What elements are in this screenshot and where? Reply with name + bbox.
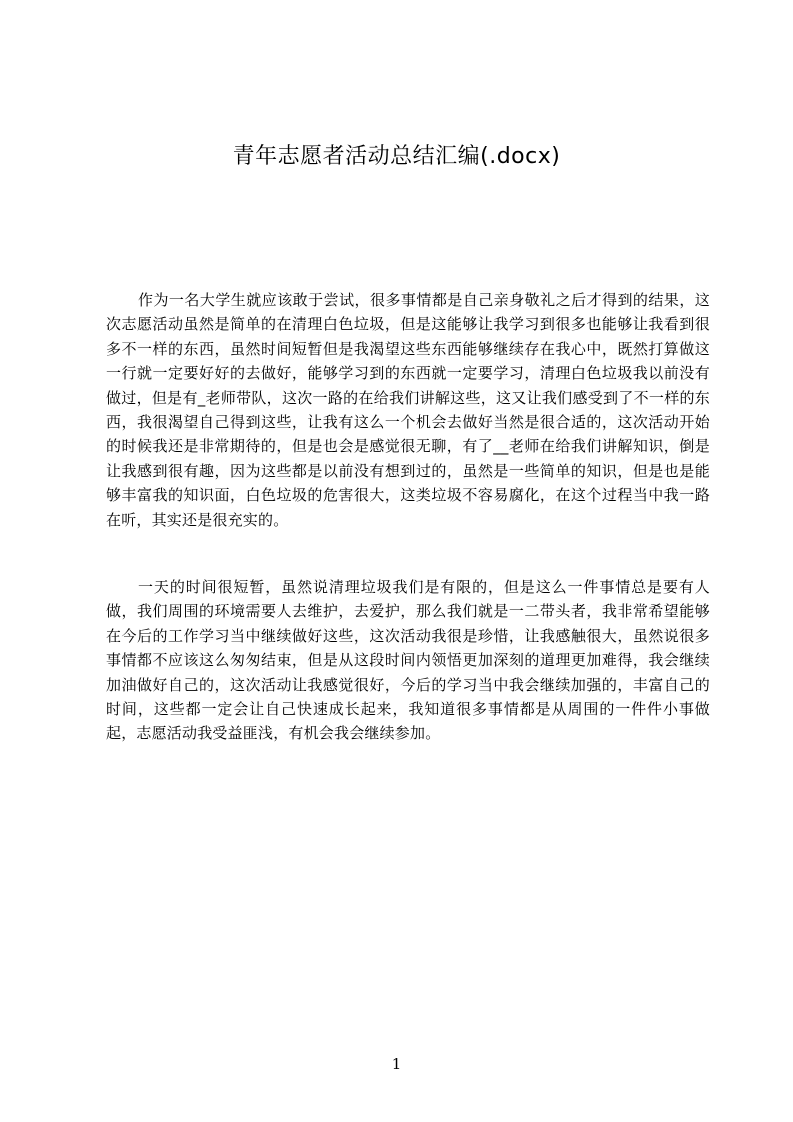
paragraph-1: 作为一名大学生就应该敢于尝试，很多事情都是自己亲身敬礼之后才得到的结果，这次志愿活动虽然是简单的在清理白色垃圾，但是这能够让我学习到很多也能够让我看到很多不一样的东西，虽然时间短暂但是我渴望这些东西能够继续存在我心中，既然打算做这一行就一定要好好的去做好，能够学习到的东西就一定要学习，清理白色垃圾我以前没有做过，但是有_老师带队，这次一路的在给我们讲解这些，这又让我们感受到了不一样的东西，我很渴望自己得到这些，让我有这么一个机会去做好当然是很合适的，这次活动开始的时候我还是非常期待的，但是也会是感觉很无聊，有了__老师在给我们讲解知识，倒是让我感到很有趣，因为这些都是以前没有想到过的，虽然是一些简单的知识，但是也是能够丰富我的知识面，白色垃圾的危害很大，这类垃圾不容易腐化，在这个过程当中我一路在听，其实还是很充实的。	[106, 291, 710, 529]
page-number: 1	[391, 1055, 402, 1073]
document-title: 青年志愿者活动总结汇编(.docx)	[232, 144, 561, 169]
paragraph-2: 一天的时间很短暂，虽然说清理垃圾我们是有限的，但是这么一件事情总是要有人做，我们周围的环境需要人去维护，去爱护，那么我们就是一二带头者，我非常希望能够在今后的工作学习当中继续做好这些，这次活动我很是珍惜，让我感触很大，虽然说很多事情都不应该这么匆匆结束，但是从这段时间内领悟更加深刻的道理更加难得，我会继续加油做好自己的，这次活动让我感觉很好，今后的学习当中我会继续加强的，丰富自己的时间，这些都一定会让自己快速成长起来，我知道很多事情都是从周围的一件件小事做起，志愿活动我受益匪浅，有机会我会继续参加。	[106, 578, 710, 743]
